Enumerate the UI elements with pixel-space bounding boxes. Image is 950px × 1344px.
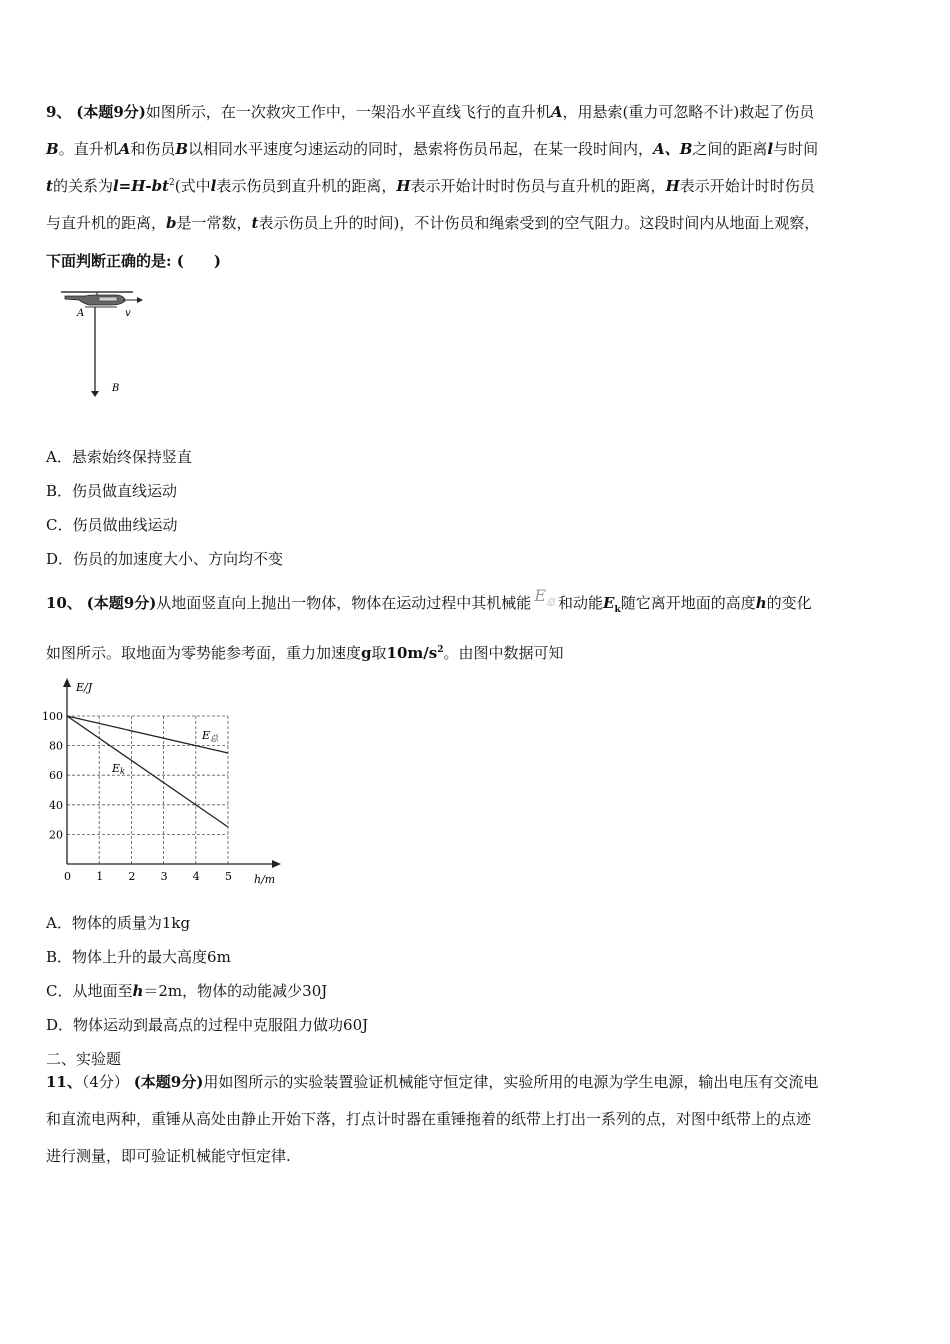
y-tick-label: 80 bbox=[49, 739, 63, 753]
q9-line-5: 下面判断正确的是: ( ) bbox=[46, 252, 221, 270]
q9-line-2: B。直升机A和伤员B以相同水平速度匀速运动的同时，悬索将伤员吊起，在某一段时间内，A、B之间的距离l与时间 bbox=[46, 140, 819, 158]
y-axis-label: E/J bbox=[76, 681, 93, 694]
y-tick-label: 100 bbox=[42, 710, 63, 723]
q10-number: 10、 bbox=[46, 594, 82, 612]
q9-number: 9、 bbox=[46, 103, 72, 121]
y-tick-label: 60 bbox=[49, 769, 63, 783]
e-total-symbol: $E_总$ bbox=[534, 586, 556, 609]
x-tick-label: 5 bbox=[225, 870, 232, 883]
q11-score: （4分） bbox=[81, 1073, 129, 1091]
helicopter-window bbox=[99, 297, 117, 301]
y-tick-label: 40 bbox=[49, 798, 63, 812]
q9-line-3: t的关系为$l=H-bt^2$(式中l表示伤员到直升机的距离，H表示开始计时时伤员与直升机的距离，H表示开始计时时伤员 bbox=[46, 177, 815, 195]
helicopter-figure bbox=[55, 285, 150, 400]
q9-option-c: C．伤员做曲线运动 bbox=[46, 516, 178, 534]
x-tick-label: 4 bbox=[192, 870, 200, 883]
q10-line-1: 10、 (本题9分)从地面竖直向上抛出一物体，物体在运动过程中其机械能 $E_总$ 和动能$E_k$随它离开地面的高度h的变化 bbox=[46, 586, 812, 615]
q10-option-c: C．从地面至h＝2m，物体的动能减少30J bbox=[46, 982, 328, 1000]
y-tick-label: 20 bbox=[49, 828, 63, 842]
figure-label-v: v bbox=[125, 308, 131, 319]
x-tick-label: 0 bbox=[64, 870, 71, 883]
q11-number: 11、 bbox=[46, 1073, 82, 1091]
x-axis-label: h/m bbox=[254, 873, 276, 886]
q10-option-a: A．物体的质量为1kg bbox=[46, 914, 191, 932]
q9-formula: l=H-bt bbox=[112, 177, 170, 195]
x-tick-label: 3 bbox=[160, 870, 168, 883]
series-label-ek: Ek bbox=[112, 762, 125, 776]
q9-tag: (本题9分) bbox=[76, 103, 146, 121]
q11-line-1: 11、（4分） (本题9分)用如图所示的实验装置验证机械能守恒定律，实验所用的电源为学生电源，输出电压有交流电 bbox=[46, 1073, 819, 1091]
q9-option-a: A．悬索始终保持竖直 bbox=[46, 448, 192, 466]
figure-label-a: A bbox=[77, 308, 85, 319]
x-tick-label: 2 bbox=[128, 870, 136, 883]
series-label-e-total: E总 bbox=[202, 729, 219, 743]
section-heading: 二、实验题 bbox=[46, 1050, 122, 1068]
energy-chart bbox=[40, 678, 290, 890]
q9-option-d: D．伤员的加速度大小、方向均不变 bbox=[46, 550, 284, 568]
q11-line-3: 进行测量，即可验证机械能守恒定律. bbox=[46, 1147, 291, 1165]
q10-option-d: D．物体运动到最高点的过程中克服阻力做功60J bbox=[46, 1016, 369, 1034]
x-axis-arrow bbox=[272, 860, 281, 868]
q9-line-4: 与直升机的距离，b是一常数，t表示伤员上升的时间)，不计伤员和绳索受到的空气阻力。这段时间内从地面上观察， bbox=[46, 214, 820, 232]
q10-option-b: B．物体上升的最大高度6m bbox=[46, 948, 231, 966]
q11-tag: (本题9分) bbox=[133, 1073, 204, 1091]
velocity-arrow-head bbox=[137, 297, 143, 303]
figure-label-b: B bbox=[112, 383, 120, 394]
rope-arrow-head bbox=[91, 391, 99, 397]
q9-line-1: 9、 (本题9分)如图所示，在一次救灾工作中，一架沿水平直线飞行的直升机A，用悬索(重力可忽略不计)救起了伤员 bbox=[46, 103, 815, 121]
x-tick-label: 1 bbox=[96, 870, 104, 883]
q10-line-2: 如图所示。取地面为零势能参考面，重力加速度g取$10m/s^2$。由图中数据可知 bbox=[46, 644, 564, 662]
q11-line-2: 和直流电两种，重锤从高处由静止开始下落，打点计时器在重锤拖着的纸带上打出一系列的点，对图中纸带上的点迹 bbox=[46, 1110, 812, 1128]
q9-option-b: B．伤员做直线运动 bbox=[46, 482, 178, 500]
y-axis-arrow bbox=[63, 678, 71, 687]
q10-tag: (本题9分) bbox=[86, 594, 157, 612]
